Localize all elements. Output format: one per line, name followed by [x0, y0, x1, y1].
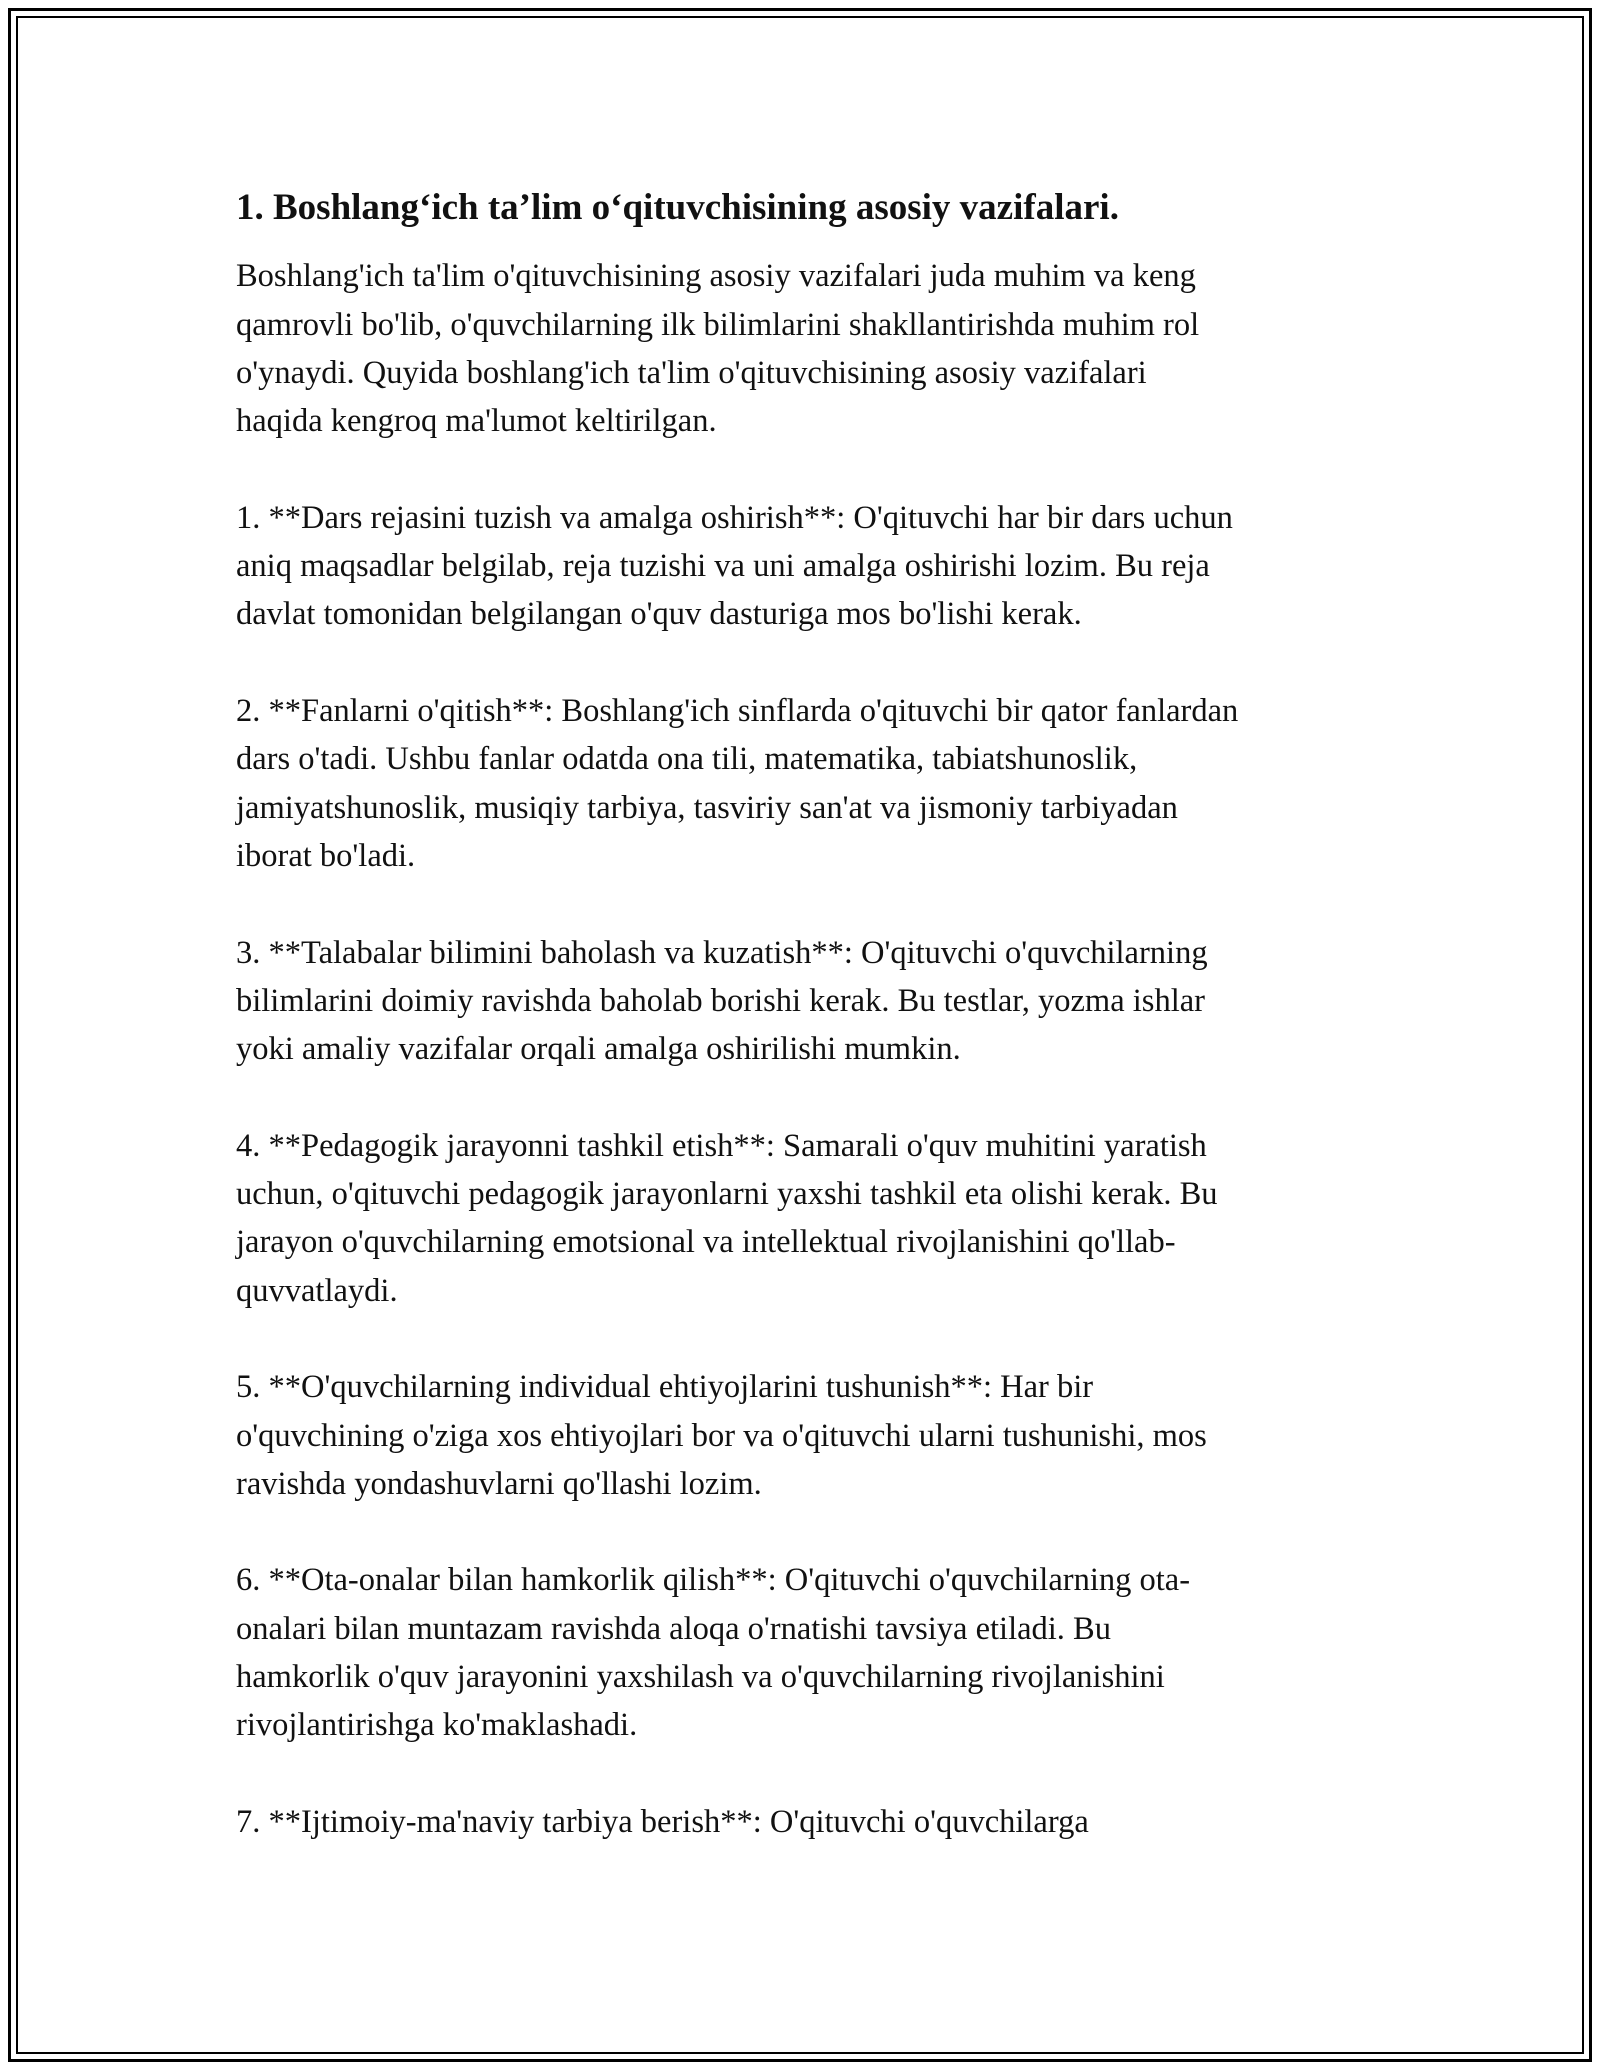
text-line: haqida kengroq ma'lumot keltirilgan.	[236, 403, 717, 440]
text-line: yoki amaliy vazifalar orqali amalga oshirilishi mumkin.	[236, 1031, 961, 1068]
text-line: uchun, o'qituvchi pedagogik jarayonlarni yaxshi tashkil eta olishi kerak. Bu	[236, 1176, 1218, 1213]
paragraph-item-3	[236, 929, 1376, 1074]
text-line: iborat bo'ladi.	[236, 837, 416, 874]
text-line: 5. **O'quvchilarning individual ehtiyojlarini tushunish**: Har bir	[236, 1369, 1094, 1406]
text-line: qamrovli bo'lib, o'quvchilarning ilk bilimlarini shakllantirishda muhim rol	[236, 306, 1200, 343]
paragraph-item-7	[236, 1798, 1376, 1846]
paragraph-intro	[236, 252, 1376, 445]
paragraph-item-1	[236, 494, 1376, 639]
text-line: 4. **Pedagogik jarayonni tashkil etish**: Samarali o'quv muhitini yaratish	[236, 1127, 1207, 1164]
paragraph-item-4	[236, 1122, 1376, 1315]
text-line: jarayon o'quvchilarning emotsional va intellektual rivojlanishini qo'llab-	[236, 1224, 1176, 1261]
text-line: o'quvchining o'ziga xos ehtiyojlari bor va o'qituvchi ularni tushunishi, mos	[236, 1417, 1207, 1454]
text-line: o'ynaydi. Quyida boshlang'ich ta'lim o'qituvchisining asosiy vazifalari	[236, 354, 1147, 391]
text-line: bilimlarini doimiy ravishda baholab borishi kerak. Bu testlar, yozma ishlar	[236, 982, 1205, 1019]
paragraph-item-6	[236, 1556, 1376, 1749]
paragraph-item-2	[236, 687, 1376, 880]
text-line: jamiyatshunoslik, musiqiy tarbiya, tasviriy san'at va jismoniy tarbiyadan	[236, 789, 1178, 826]
text-line: aniq maqsadlar belgilab, reja tuzishi va uni amalga oshirishi lozim. Bu reja	[236, 548, 1210, 585]
paragraph-item-5	[236, 1363, 1376, 1508]
text-line: 3. **Talabalar bilimini baholash va kuzatish**: O'qituvchi o'quvchilarning	[236, 934, 1208, 971]
text-line: onalari bilan muntazam ravishda aloqa o'rnatishi tavsiya etiladi. Bu	[236, 1610, 1111, 1647]
text-line: 6. **Ota-onalar bilan hamkorlik qilish**: O'qituvchi o'quvchilarning ota-	[236, 1562, 1191, 1599]
text-line: davlat tomonidan belgilangan o'quv dasturiga mos bo'lishi kerak.	[236, 596, 1082, 633]
document-title: 1. Boshlang‘ich ta’lim o‘qituvchisining asosiy vazifalari.	[236, 187, 1119, 228]
text-line: rivojlantirishga ko'maklashadi.	[236, 1707, 638, 1744]
text-line: hamkorlik o'quv jarayonini yaxshilash va o'quvchilarning rivojlanishini	[236, 1659, 1165, 1695]
text-line: dars o'tadi. Ushbu fanlar odatda ona tili, matematika, tabiatshunoslik,	[236, 741, 1138, 778]
text-line: 1. **Dars rejasini tuzish va amalga oshirish**: O'qituvchi har bir dars uchun	[236, 499, 1233, 536]
text-line: ravishda yondashuvlarni qo'llashi lozim.	[236, 1465, 762, 1502]
text-line: quvvatlaydi.	[236, 1272, 398, 1309]
text-line: 2. **Fanlarni o'qitish**: Boshlang'ich sinflarda o'qituvchi bir qator fanlardan	[236, 693, 1239, 730]
document-content	[236, 186, 1376, 1894]
text-line: 7. **Ijtimoiy-ma'naviy tarbiya berish**: O'qituvchi o'quvchilarga	[236, 1803, 1089, 1840]
text-line: Boshlang'ich ta'lim o'qituvchisining asosiy vazifalari juda muhim va keng	[236, 258, 1196, 295]
